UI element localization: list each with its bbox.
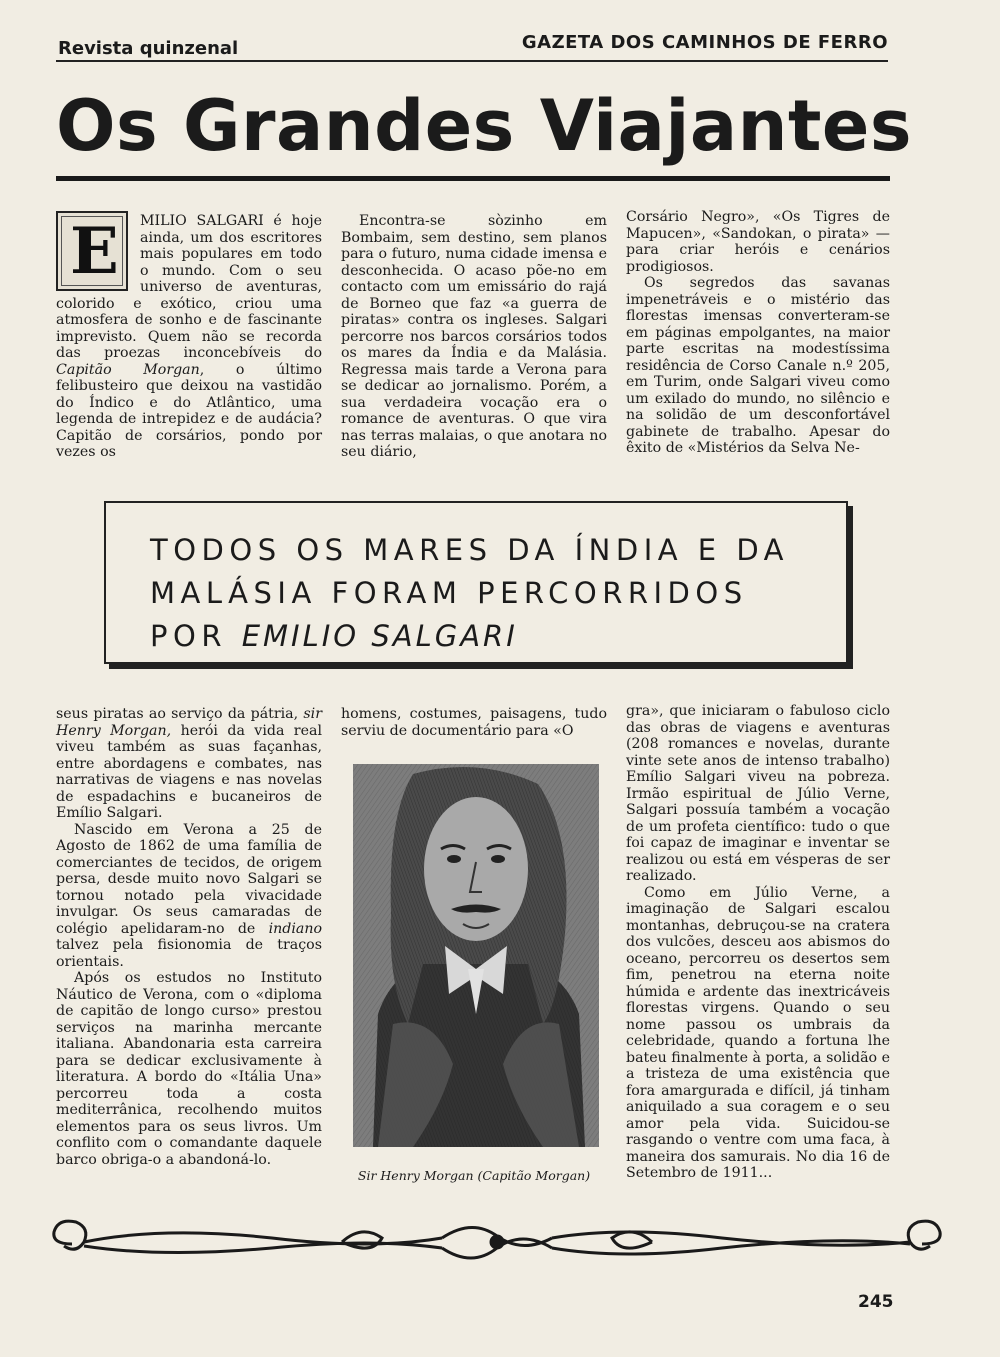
portrait-photo [353, 764, 599, 1147]
magazine-title: GAZETA DOS CAMINHOS DE FERRO [521, 32, 888, 53]
text-column-6 [626, 703, 890, 1182]
paragraph: Nascido em Verona a 25 de Agosto de 1862 de uma família de comerciantes de tecidos, de origem persa, desde muito novo Salgari se tornou notado pela vivacidade invulgar. Os seus camaradas de colégio apelidaram-no de indiano talvez pela fisionomia de traços orientais. [56, 821, 322, 970]
paragraph: Após os estudos no Instituto Náutico de Verona, com o «diploma de capitão de longo curso» prestou serviços na marinha mercante italiana. Abandonaria esta carreira para se dedicar exclusivamente à literatura. A bordo do «Itália Una» percorreu toda a costa mediterrânica, recolhendo muitos elementos para os seus livros. Um conflito com o comandante daquele barco obriga-o a abandoná-lo. [56, 970, 322, 1168]
paragraph: Como em Júlio Verne, a imaginação de Salgari escalou montanhas, debruçou-se na cratera dos vulcões, desceu aos abismos do oceano, percorreu os desertos sem fim, penetrou na eterna noite húmida e ardente das inextricáveis florestas virgens. Quando o seu nome passou os umbrais da celebridade, quando a fortuna lhe bateu finalmente à porta, a solidão e a tristeza de uma existência que fora amargurada e difícil, já tinham aniquilado a sua coragem e o seu amor pela vida. Suicidou-se rasgando o ventre com uma faca, à maneira dos samurais. No dia 16 de Setembro de 1911... [626, 884, 890, 1181]
text-column-3 [626, 209, 890, 457]
header-rule [56, 60, 888, 62]
dropcap-letter: E [70, 214, 119, 289]
paragraph: Encontra-se sòzinho em Bombaim, sem destino, sem planos para o futuro, numa cidade imensa e desconhecida. O acaso põe-no em contacto com um emissário do rajá de Borneo que faz «a guerra de piratas» contra os ingleses. Salgari percorre nos barcos corsários todos os mares da Índia e da Malásia. Regressa mais tarde a Verona para se dedicar ao jornalismo. Porém, a sua verdadeira vocação era o romance de aventuras. O que vira nas terras malaias, o que anotara no seu diário, [341, 213, 607, 460]
page-number: 245 [858, 1292, 894, 1312]
magazine-frequency: Revista quinzenal [58, 38, 239, 59]
photo-caption: Sir Henry Morgan (Capitão Morgan) [357, 1168, 591, 1183]
pull-quote-box [104, 501, 848, 664]
text-column-2 [341, 213, 607, 461]
article-title: Os Grandes Viajantes [56, 85, 913, 167]
paragraph: MILIO SALGARI é hoje ainda, um dos escritores mais populares em todo o mundo. Com o seu universo de aventuras, colorido e exótico, criou uma atmosfera de sonho e de fascinante imprevisto. Quem não se recorda das proezas inconcebíveis do Capitão Morgan, o último felibusteiro que deixou na vastidão do Índico e do Atlântico, uma legenda de intrepidez e de audácia? Capitão de corsários, pondo por vezes os [56, 213, 322, 460]
paragraph: homens, costumes, paisagens, tudo serviu de documentário para «O [341, 706, 607, 739]
paragraph: Corsário Negro», «Os Tigres de Mapucen», «Sandokan, o pirata» — para criar heróis e cenários prodigiosos. [626, 209, 890, 275]
paragraph: gra», que iniciaram o fabuloso ciclo das obras de viagens e aventuras (208 romances e novelas, durante vinte sete anos de intenso trabalho) Emílio Salgari viveu na pobreza. Irmão espiritual de Júlio Verne, Salgari possuía também a vocação de um profeta científico: tudo o que foi capaz de imaginar e inventar se realizou ou está em vésperas de ser realizado. [626, 703, 890, 884]
title-rule [56, 176, 890, 181]
text-column-5 [341, 706, 607, 739]
paragraph: Os segredos das savanas impenetráveis e o mistério das florestas imensas converteram-se em páginas empolgantes, na maior parte escritas na modestíssima residência de Corso Canale n.º 205, em Turim, onde Salgari viveu como um exilado do mundo, no silêncio e na solidão de um desconfortável gabinete de trabalho. Apesar do êxito de «Mistérios da Selva Ne- [626, 275, 890, 456]
dropcap-ornament [56, 211, 128, 291]
pull-quote: TODOS OS MARES DA ÍNDIA E DA MALÁSIA FORAM PERCORRIDOS POR EMILIO SALGARI [150, 533, 789, 653]
decorative-flourish [42, 1208, 952, 1274]
paragraph: seus piratas ao serviço da pátria, sir Henry Morgan, herói da vida real viveu também as suas façanhas, entre abordagens e combates, nas narrativas de viagens e nas novelas de espadachins e bucaneiros de Emílio Salgari. [56, 706, 322, 821]
text-column-1 [56, 213, 322, 461]
text-column-4 [56, 706, 322, 1168]
